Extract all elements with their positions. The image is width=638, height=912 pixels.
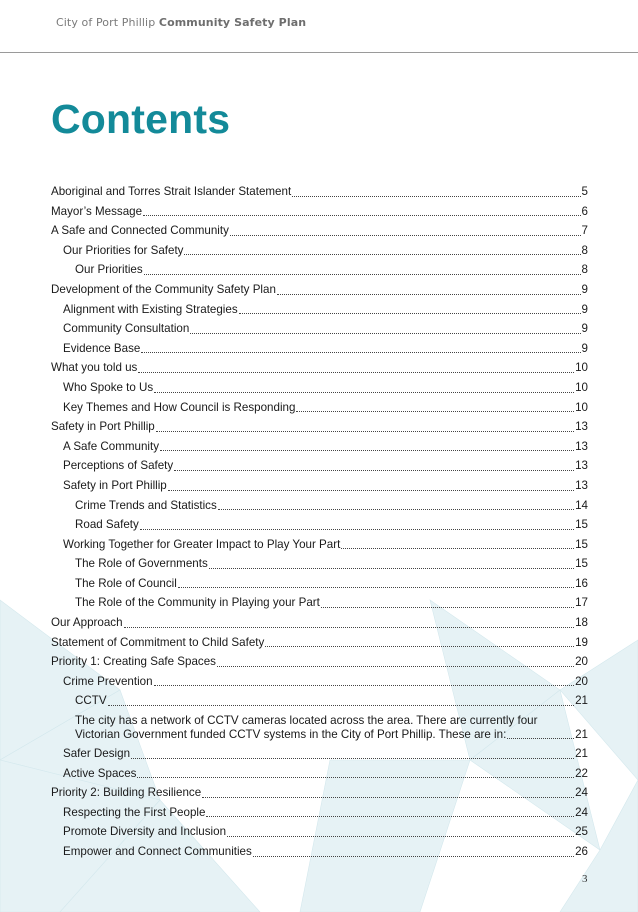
toc-entry[interactable]: [51, 574, 588, 594]
header-text: [56, 16, 306, 29]
toc-entry[interactable]: [51, 764, 588, 784]
toc-entry-label: A Safe and Connected Community: [51, 224, 229, 238]
toc-entry-label: Aboriginal and Torres Strait Islander Statement: [51, 185, 292, 198]
toc-entry-page: 10: [575, 361, 588, 375]
dot-leader: [156, 430, 574, 432]
dot-leader: [154, 684, 575, 686]
toc-entry-label: Perceptions of Safety: [63, 459, 174, 473]
toc-entry-label: The Role of Governments: [75, 557, 208, 571]
dot-leader: [143, 214, 580, 216]
dot-leader: [178, 586, 574, 588]
dot-leader: [277, 293, 581, 295]
toc-entry-label: Victorian Government funded CCTV systems in the City of Port Phillip. These are in:: [75, 728, 507, 742]
toc-entry[interactable]: [51, 221, 588, 241]
toc-entry-page: 20: [575, 655, 588, 669]
toc-entry-label: Priority 1: Creating Safe Spaces: [51, 655, 216, 669]
toc-entry-page: 21: [575, 728, 588, 742]
toc-entry-label: Development of the Community Safety Plan: [51, 282, 276, 296]
toc-entry[interactable]: [51, 339, 588, 359]
toc-entry[interactable]: [51, 182, 588, 202]
toc-entry-page: 22: [575, 766, 588, 780]
toc-entry-page: 13: [575, 459, 588, 473]
toc-entry-label: A Safe Community: [63, 439, 160, 453]
toc-entry-page: 19: [575, 635, 588, 649]
toc-entry-page: 10: [575, 380, 588, 394]
toc-entry[interactable]: [51, 711, 588, 744]
dot-leader: [341, 547, 574, 549]
toc-entry-page: 9: [581, 341, 588, 355]
dot-leader: [154, 391, 574, 393]
toc-entry-page: 24: [575, 786, 588, 800]
page-number: 3: [582, 873, 588, 885]
dot-leader: [292, 195, 580, 197]
toc-entry-page: 9: [581, 322, 588, 336]
toc-entry[interactable]: [51, 822, 588, 842]
page-header: [0, 0, 638, 53]
dot-leader: [296, 410, 574, 412]
dot-leader: [131, 757, 574, 759]
dot-leader: [141, 351, 580, 353]
toc-entry-page: 5: [581, 185, 588, 198]
toc-entry[interactable]: [51, 378, 588, 398]
toc-entry-page: 16: [575, 576, 588, 590]
toc-entry-page: 17: [575, 596, 588, 610]
table-of-contents: [51, 182, 588, 862]
toc-entry-page: 13: [575, 439, 588, 453]
toc-entry-page: 6: [581, 204, 588, 218]
toc-entry-page: 13: [575, 478, 588, 492]
toc-entry-page: 20: [575, 674, 588, 688]
toc-entry[interactable]: [51, 437, 588, 457]
dot-leader: [124, 626, 575, 628]
toc-entry-label: Our Approach: [51, 616, 123, 630]
toc-entry[interactable]: [51, 417, 588, 437]
dot-leader: [507, 737, 574, 739]
dot-leader: [265, 645, 574, 647]
toc-entry-page: 9: [581, 282, 588, 296]
dot-leader: [174, 469, 574, 471]
toc-entry-page: 15: [575, 537, 588, 551]
toc-entry-label: Who Spoke to Us: [63, 380, 154, 394]
toc-entry-label: Priority 2: Building Resilience: [51, 786, 202, 800]
toc-entry-label: Safety in Port Phillip: [51, 420, 155, 434]
dot-leader: [206, 815, 574, 817]
toc-entry-label: Our Priorities for Safety: [63, 243, 184, 257]
dot-leader: [144, 273, 581, 275]
toc-entry-page: 18: [575, 616, 588, 630]
toc-entry-page: 9: [581, 302, 588, 316]
toc-entry-page: 24: [575, 805, 588, 819]
toc-entry[interactable]: [51, 691, 588, 711]
dot-leader: [108, 704, 575, 706]
dot-leader: [202, 796, 574, 798]
dot-leader: [168, 489, 574, 491]
toc-entry-label: Community Consultation: [63, 322, 190, 336]
toc-entry-page: 15: [575, 518, 588, 532]
dot-leader: [217, 665, 574, 667]
toc-entry[interactable]: [51, 496, 588, 516]
toc-entry-label: Active Spaces: [63, 766, 137, 780]
toc-entry-label: Crime Prevention: [63, 674, 153, 688]
toc-entry-page: 14: [575, 498, 588, 512]
toc-entry[interactable]: [51, 593, 588, 613]
dot-leader: [227, 835, 574, 837]
page-title: Contents: [51, 96, 231, 142]
toc-entry-page: 7: [581, 224, 588, 238]
toc-entry-page: 26: [575, 845, 588, 858]
toc-entry[interactable]: [51, 456, 588, 476]
toc-entry-page: 13: [575, 420, 588, 434]
toc-entry-label: Safety in Port Phillip: [63, 478, 167, 492]
toc-entry[interactable]: [51, 319, 588, 339]
toc-entry-label: Evidence Base: [63, 341, 141, 355]
toc-entry-page: 25: [575, 825, 588, 839]
dot-leader: [321, 606, 574, 608]
toc-entry-page: 8: [581, 243, 588, 257]
toc-entry-label: Promote Diversity and Inclusion: [63, 825, 227, 839]
toc-entry-page: 8: [581, 263, 588, 277]
toc-entry-label: The Role of the Community in Playing your Part: [75, 596, 320, 610]
toc-entry-label: Crime Trends and Statistics: [75, 498, 217, 512]
toc-entry[interactable]: [51, 260, 588, 280]
toc-entry-label: CCTV: [75, 694, 107, 708]
toc-entry-page: 15: [575, 557, 588, 571]
dot-leader: [137, 776, 574, 778]
toc-entry-page: 10: [575, 400, 588, 414]
toc-entry-label: What you told us: [51, 361, 138, 375]
dot-leader: [253, 855, 574, 857]
toc-entry-label: Safer Design: [63, 747, 131, 761]
toc-entry-label: Road Safety: [75, 518, 139, 532]
toc-entry-label: Key Themes and How Council is Responding: [63, 400, 296, 414]
toc-entry-label: Mayor’s Message: [51, 204, 143, 218]
toc-entry[interactable]: [51, 515, 588, 535]
toc-entry-label: Working Together for Greater Impact to Play Your Part: [63, 537, 341, 551]
toc-entry-label: Our Priorities: [75, 263, 143, 277]
dot-leader: [239, 312, 581, 314]
toc-entry[interactable]: [51, 280, 588, 300]
dot-leader: [184, 253, 580, 255]
toc-entry[interactable]: [51, 202, 588, 222]
toc-entry-label: Respecting the First People: [63, 805, 206, 819]
dot-leader: [209, 567, 574, 569]
toc-entry[interactable]: [51, 241, 588, 261]
toc-entry[interactable]: [51, 633, 588, 653]
toc-entry-label: The Role of Council: [75, 576, 177, 590]
toc-entry[interactable]: [51, 613, 588, 633]
toc-entry-page: 21: [575, 694, 588, 708]
toc-entry[interactable]: [51, 476, 588, 496]
dot-leader: [138, 371, 574, 373]
dot-leader: [230, 234, 581, 236]
toc-entry[interactable]: [51, 652, 588, 672]
toc-entry-label: Empower and Connect Communities: [63, 845, 252, 858]
toc-entry[interactable]: [51, 300, 588, 320]
header-doc-title: Community Safety Plan: [158, 16, 307, 29]
toc-entry[interactable]: [51, 672, 588, 692]
toc-entry[interactable]: [51, 803, 588, 823]
toc-entry-label: The city has a network of CCTV cameras located across the area. There are currently four: [75, 714, 538, 728]
dot-leader: [140, 528, 574, 530]
toc-entry[interactable]: [51, 842, 588, 862]
dot-leader: [160, 449, 574, 451]
toc-entry-label: Alignment with Existing Strategies: [63, 302, 238, 316]
toc-entry[interactable]: [51, 358, 588, 378]
toc-entry[interactable]: [51, 535, 588, 555]
toc-entry[interactable]: [51, 783, 588, 803]
dot-leader: [190, 332, 580, 334]
toc-entry[interactable]: [51, 398, 588, 418]
dot-leader: [218, 508, 574, 510]
header-org: City of Port Phillip: [56, 16, 156, 29]
toc-entry[interactable]: [51, 554, 588, 574]
toc-entry[interactable]: [51, 744, 588, 764]
toc-entry-label: Statement of Commitment to Child Safety: [51, 635, 265, 649]
toc-entry-page: 21: [575, 747, 588, 761]
